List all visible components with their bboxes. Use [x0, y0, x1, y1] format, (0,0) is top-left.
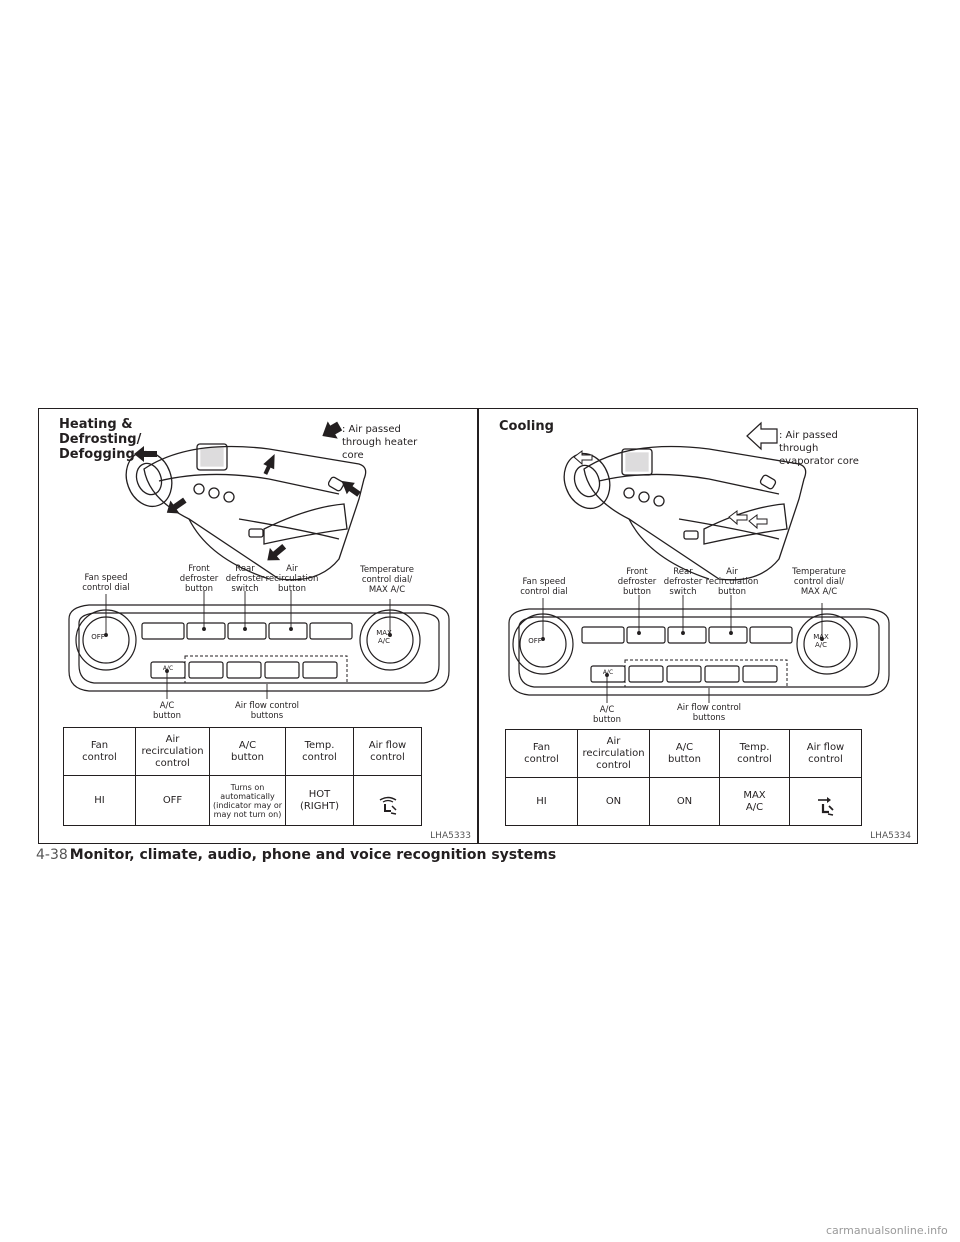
defrost-foot-icon — [376, 794, 400, 816]
table-header-fan: Fan control — [64, 728, 136, 776]
table-value-temp: HOT (RIGHT) — [286, 776, 354, 826]
section-title: Monitor, climate, audio, phone and voice recognition systems — [69, 847, 557, 863]
airflow-buttons-label: Air flow control buttons — [234, 701, 300, 721]
ac-button-text: A/C — [602, 669, 614, 676]
ac-button-label: A/C button — [152, 701, 182, 721]
temperature-label: Temperature control dial/ MAX A/C — [360, 565, 414, 595]
ac-button-label: A/C button — [592, 705, 622, 725]
table-header-ac: A/C button — [210, 728, 286, 776]
table-value-recirc: OFF — [136, 776, 210, 826]
fan-speed-label: Fan speed control dial — [82, 573, 130, 593]
watermark: carmanualsonline.info — [826, 1224, 948, 1237]
table-value-fan: HI — [506, 778, 578, 826]
table-value-ac: ON — [650, 778, 720, 826]
table-value-recirc: ON — [578, 778, 650, 826]
table-value-temp: MAX A/C — [720, 778, 790, 826]
air-recirc-label: Air recirculation button — [265, 564, 319, 594]
table-header-airflow: Air flow control — [790, 730, 862, 778]
knob-max-ac-label: MAX A/C — [376, 629, 392, 645]
temperature-label: Temperature control dial/ MAX A/C — [792, 567, 846, 597]
airflow-buttons-label: Air flow control buttons — [676, 703, 742, 723]
table-value-airflow — [354, 776, 422, 826]
cooling-settings-table — [505, 729, 862, 826]
table-header-temp: Temp. control — [720, 730, 790, 778]
rear-defroster-label: Rear defroster switch — [225, 564, 265, 594]
page-footer — [36, 847, 556, 863]
cooling-title: Cooling — [499, 419, 554, 434]
rear-defroster-label: Rear defroster switch — [663, 567, 703, 597]
heating-panel — [38, 408, 478, 844]
face-vent-icon — [814, 795, 838, 817]
fan-speed-label: Fan speed control dial — [520, 577, 568, 597]
cooling-legend: : Air passed through evaporator core — [779, 430, 859, 467]
ac-button-text: A/C — [162, 665, 174, 672]
table-value-fan: HI — [64, 776, 136, 826]
table-header-airflow: Air flow control — [354, 728, 422, 776]
legend-arrow-solid-icon — [317, 417, 344, 444]
knob-off-label: OFF — [528, 637, 542, 645]
table-header-recirc: Air recirculation control — [136, 728, 210, 776]
table-header-fan: Fan control — [506, 730, 578, 778]
cooling-airflow-arrows-icon — [574, 451, 767, 528]
heating-control-panel — [69, 605, 449, 691]
knob-off-label: OFF — [91, 633, 105, 641]
heating-legend: : Air passed through heater core — [342, 424, 418, 461]
cooling-control-panel — [509, 609, 889, 695]
heating-title: Heating & Defrosting/ Defogging — [59, 417, 142, 462]
cooling-panel — [478, 408, 918, 844]
table-header-ac: A/C button — [650, 730, 720, 778]
table-header-recirc: Air recirculation control — [578, 730, 650, 778]
table-value-airflow — [790, 778, 862, 826]
table-header-temp: Temp. control — [286, 728, 354, 776]
knob-max-ac-label: MAX A/C — [813, 633, 829, 649]
legend-arrow-outline-icon — [747, 423, 777, 449]
cooling-figure-code: LHA5334 — [870, 831, 911, 841]
front-defroster-label: Front defroster button — [179, 564, 219, 594]
page-number: 4-38 — [36, 847, 68, 863]
air-recirc-label: Air recirculation button — [705, 567, 759, 597]
heating-settings-table — [63, 727, 422, 826]
front-defroster-label: Front defroster button — [617, 567, 657, 597]
table-value-ac: Turns on automatically (indicator may or may not turn on) — [210, 776, 286, 826]
heating-figure-code: LHA5333 — [430, 831, 471, 841]
